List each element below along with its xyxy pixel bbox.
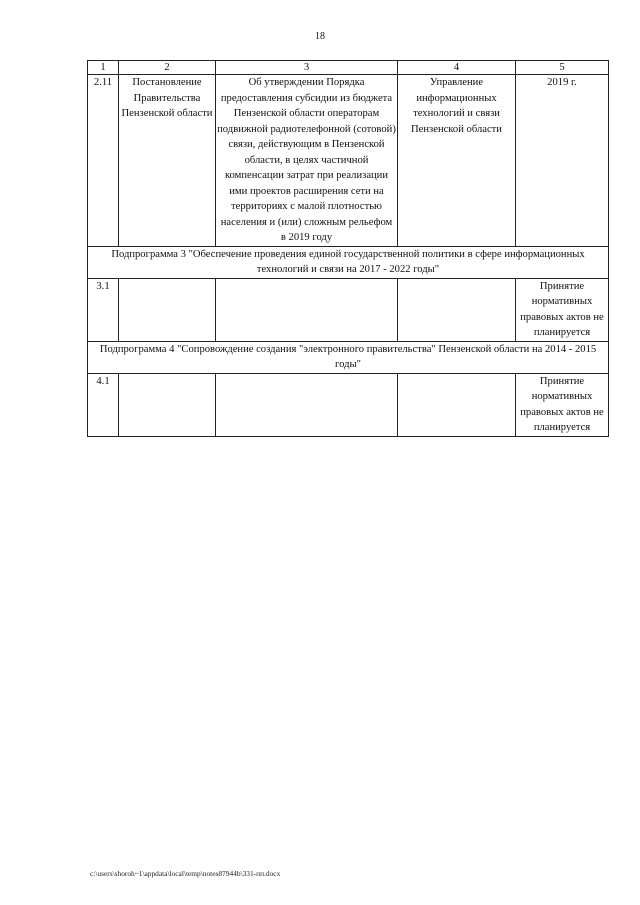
page-number: 18: [315, 31, 325, 42]
legal-acts-table: [87, 60, 609, 437]
responsible-cell: Управление информационных технологий и связи Пензенской области: [398, 75, 516, 247]
empty-cell: [398, 278, 516, 341]
term-cell: Принятие нормативных правовых актов не планируется: [516, 373, 609, 436]
table-row: [88, 278, 609, 341]
table-header-row: [88, 61, 609, 75]
subprogram-row: [88, 246, 609, 278]
subprogram-3-title: Подпрограмма 3 "Обеспечение проведения единой государственной политики в сфере информационных технологий и связи на 2017 - 2022 годы": [88, 246, 609, 278]
empty-cell: [398, 373, 516, 436]
act-type-cell: Постановление Правительства Пензенской области: [119, 75, 216, 247]
header-col-1: 1: [88, 61, 119, 75]
term-cell: Принятие нормативных правовых актов не планируется: [516, 278, 609, 341]
empty-cell: [216, 278, 398, 341]
document-file-path: c:\users\shoroh~1\appdata\local\temp\notes87944b\331-пп.docx: [90, 869, 281, 878]
header-col-5: 5: [516, 61, 609, 75]
empty-cell: [216, 373, 398, 436]
subprogram-row: [88, 341, 609, 373]
term-cell: 2019 г.: [516, 75, 609, 247]
row-number: 3.1: [88, 278, 119, 341]
row-number: 2.11: [88, 75, 119, 247]
subprogram-4-title: Подпрограмма 4 "Сопровождение создания "электронного правительства" Пензенской области на 2014 - 2015 годы": [88, 341, 609, 373]
header-col-3: 3: [216, 61, 398, 75]
row-number: 4.1: [88, 373, 119, 436]
header-col-4: 4: [398, 61, 516, 75]
empty-cell: [119, 373, 216, 436]
act-title-cell: Об утверждении Порядка предоставления субсидии из бюджета Пензенской области операторам подвижной радиотелефонной (сотовой) связи, действующим в Пензенской области, в целях частичной компенсации затрат при реализации ими проектов расширения сети на территориях с малой плотностью населения и (или) сложным рельефом в 2019 году: [216, 75, 398, 247]
empty-cell: [119, 278, 216, 341]
table-row: [88, 373, 609, 436]
header-col-2: 2: [119, 61, 216, 75]
table-row: [88, 75, 609, 247]
